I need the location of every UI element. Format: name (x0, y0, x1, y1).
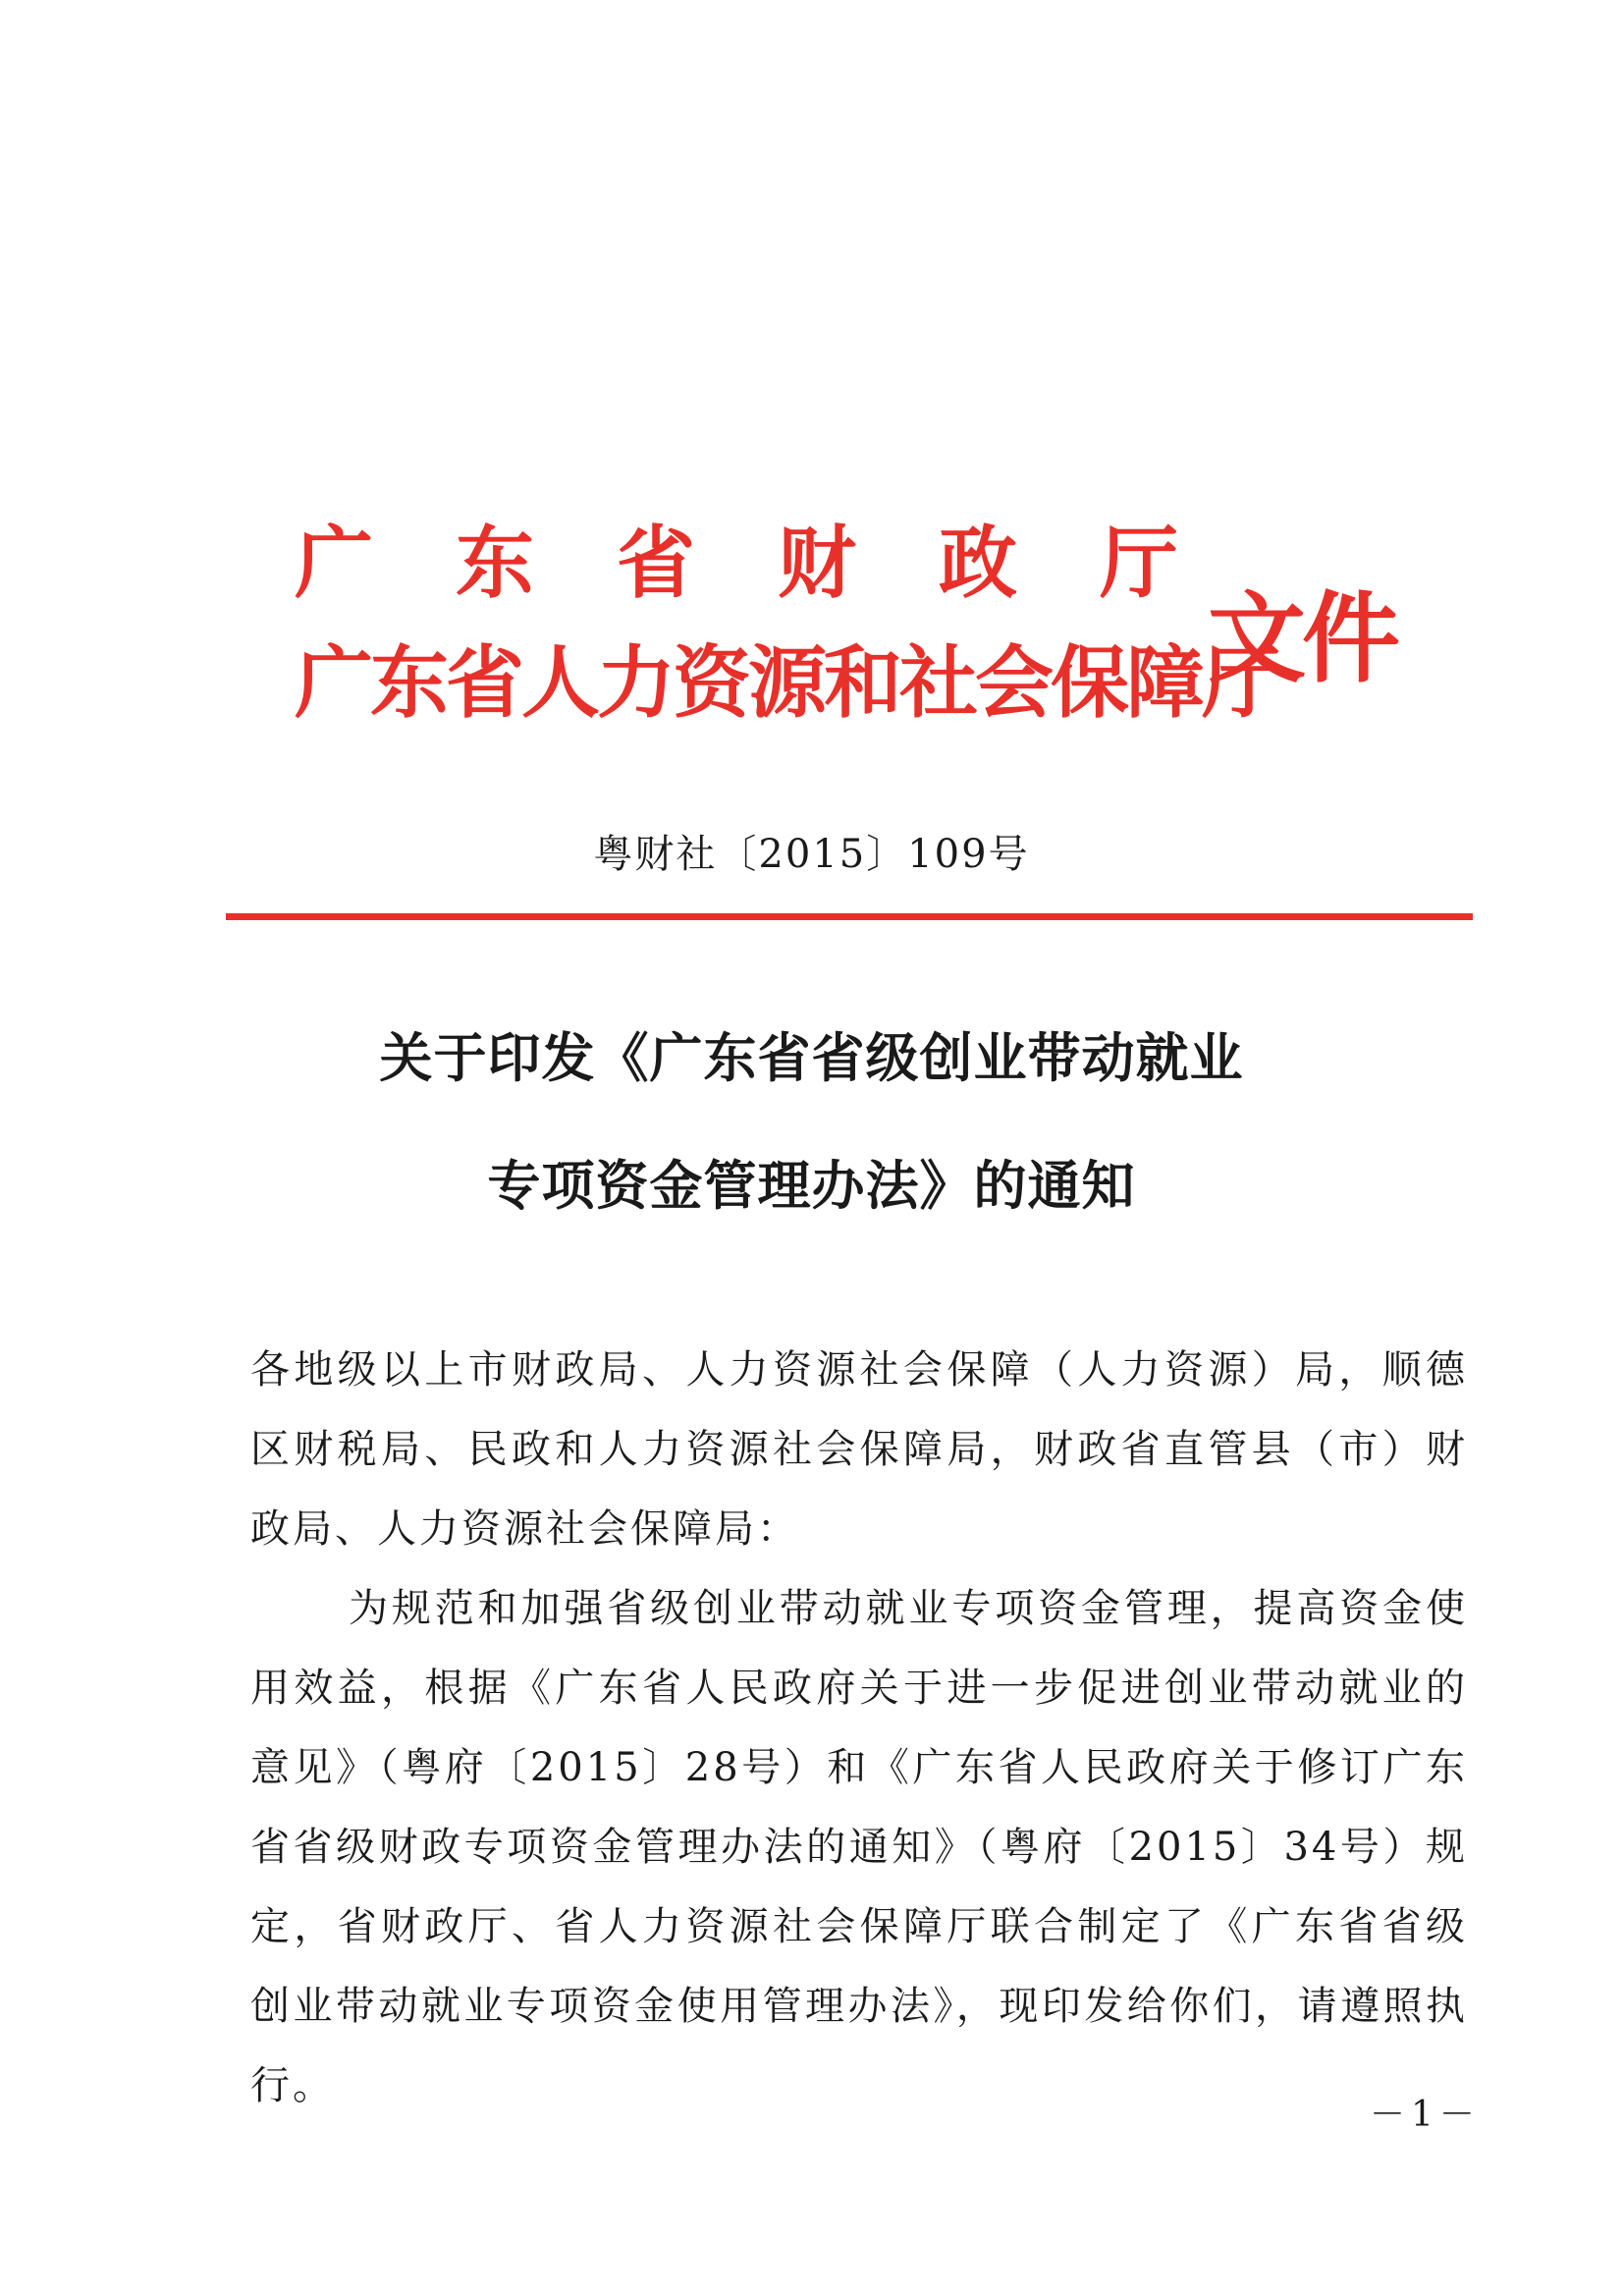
notice-body (250, 1331, 1468, 2126)
issuer-char: 厅 (1100, 516, 1178, 609)
addressee-paragraph: 各地级以上市财政局、人力资源社会保障（人力资源）局，顺德区财税局、民政和人力资源社会保障局，财政省直管县（市）财政局、人力资源社会保障局： (250, 1347, 1468, 1552)
letterhead-issuers (295, 506, 1277, 741)
body-paragraph: 为规范和加强省级创业带动就业专项资金管理，提高资金使用效益，根据《广东省人民政府关于进一步促进创业带动就业的意见》（粤府〔2015〕28号）和《广东省人民政府关于修订广东省省级财政专项资金管理办法的通知》（粤府〔2015〕34号）规定，省财政厅、省人力资源社会保障厅联合制定了《广东省省级创业带动就业专项资金使用管理办法》，现印发给你们，请遵照执行。 (250, 1586, 1468, 2108)
issuer-finance-department (295, 506, 1178, 619)
issuer-char: 广 (295, 516, 373, 609)
notice-title-line-1: 关于印发《广东省省级创业带动就业 (379, 1027, 1244, 1089)
page-number: －1－ (1370, 2095, 1481, 2135)
issuer-char: 省 (617, 516, 695, 609)
notice-title-line-2: 专项资金管理办法》的通知 (487, 1155, 1136, 1217)
letterhead-suffix: 文件 (1208, 580, 1396, 696)
red-divider-line (226, 913, 1473, 920)
issuer-char: 财 (778, 516, 856, 609)
issuer-char: 政 (939, 516, 1017, 609)
issuer-hr-department: 广东省人力资源和社会保障厅 (295, 636, 1277, 729)
document-number: 粤财社〔2015〕109号 (593, 832, 1030, 877)
issuer-char: 东 (456, 516, 534, 609)
